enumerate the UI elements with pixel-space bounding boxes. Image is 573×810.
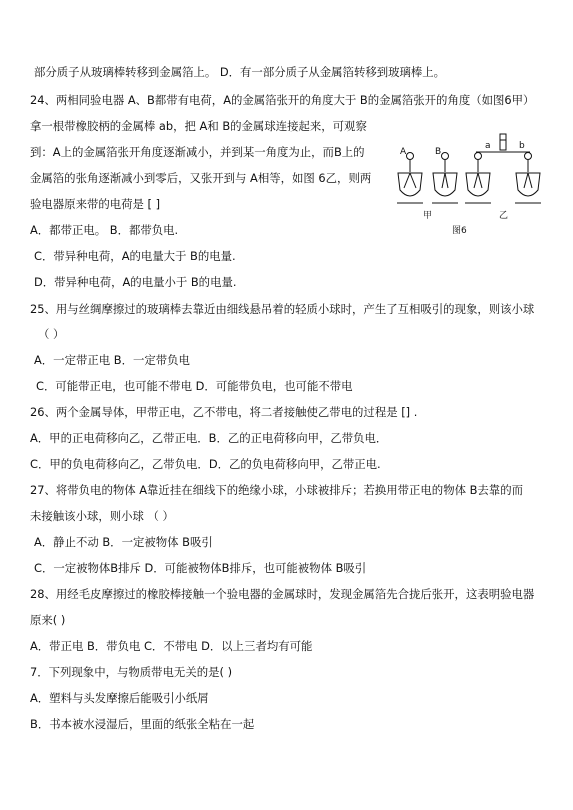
text-line: （ ） xyxy=(38,327,65,341)
question-25-line: 25、用与丝绸摩擦过的玻璃棒去靠近由细线悬吊着的轻质小球时，产生了互相吸引的现象，则该小球 xyxy=(30,302,535,316)
question-24-line: 24、两相同验电器 A、B都带有电荷，A的金属箔张开的角度大于 B的金属箔张开的角度（如图6甲） xyxy=(30,93,535,107)
electroscope-a-yi xyxy=(465,153,491,204)
option-line: A．塑料与头发摩擦后能吸引小纸屑 xyxy=(30,691,209,705)
electroscope-a xyxy=(397,153,423,204)
text-line: 到：A上的金属箔张开角度逐渐减小，并到某一角度为止，而B上的 xyxy=(30,145,365,159)
question-26-line: 26、两个金属导体，甲带正电，乙不带电，将二者接触使乙带电的过程是 [] . xyxy=(30,405,418,419)
question-27-line: 27、将带负电的物体 A靠近挂在细线下的绝缘小球，小球被排斥；若换用带正电的物体 B去靠的而 xyxy=(30,483,523,497)
option-line: C．带异种电荷，A的电量大于 B的电量. xyxy=(34,249,236,263)
option-line: C．一定被物体B排斥 D．可能被物体B排斥，也可能被物体 B吸引 xyxy=(34,561,367,575)
text-line: 验电器原来带的电荷是 [ ] xyxy=(30,197,161,211)
label-b-jia: B xyxy=(435,147,442,157)
label-jia: 甲 xyxy=(423,211,433,221)
option-line: A．都带正电。 B．都带负电. xyxy=(30,223,179,237)
text-line: 原来( ) xyxy=(30,613,66,627)
text-line: 拿一根带橡胶柄的金属棒 ab，把 A和 B的金属球连接起来，可观察 xyxy=(30,119,367,133)
option-line: A．静止不动 B．一定被物体 B吸引 xyxy=(34,535,213,549)
option-line: A．甲的正电荷移向乙，乙带正电．B．乙的正电荷移向甲，乙带负电． xyxy=(30,431,388,445)
option-line: C．甲的负电荷移向乙，乙带负电．D．乙的负电荷移向甲，乙带正电. xyxy=(30,457,381,471)
electroscope-figure xyxy=(388,130,550,235)
text-line: 部分质子从玻璃棒转移到金属箔上。 D．有一部分质子从金属箔转移到玻璃棒上。 xyxy=(34,65,446,79)
option-line: B．书本被水浸湿后，里面的纸张全粘在一起 xyxy=(30,717,255,731)
text-line: 未接触该小球，则小球 （ ） xyxy=(30,509,174,523)
question-7-line: 7．下列现象中，与物质带电无关的是( ) xyxy=(30,665,233,679)
label-yi: 乙 xyxy=(499,211,509,221)
electroscope-b xyxy=(432,153,458,204)
label-a-jia: A xyxy=(400,147,407,157)
option-line: A．一定带正电 B．一定带负电 xyxy=(34,353,190,367)
text-line: 金属箔的张角逐渐减小到零后，又张开到与 A相等，如图 6乙，则两 xyxy=(30,171,372,185)
label-rod-a: a xyxy=(485,141,491,151)
option-line: A．带正电 B．带负电 C．不带电 D．以上三者均有可能 xyxy=(30,639,313,653)
option-line: D．带异种电荷，A的电量小于 B的电量. xyxy=(34,275,237,289)
figure-caption: 图6 xyxy=(452,226,467,235)
electroscope-b-yi xyxy=(515,153,541,204)
electroscope-diagram xyxy=(388,130,550,235)
label-rod-b: b xyxy=(519,141,525,151)
question-28-line: 28、用经毛皮摩擦过的橡胶棒接触一个验电器的金属球时，发现金属箔先合拢后张开，这表明验电器 xyxy=(30,587,535,601)
option-line: C．可能带正电，也可能不带电 D．可能带负电，也可能不带电 xyxy=(36,379,353,393)
